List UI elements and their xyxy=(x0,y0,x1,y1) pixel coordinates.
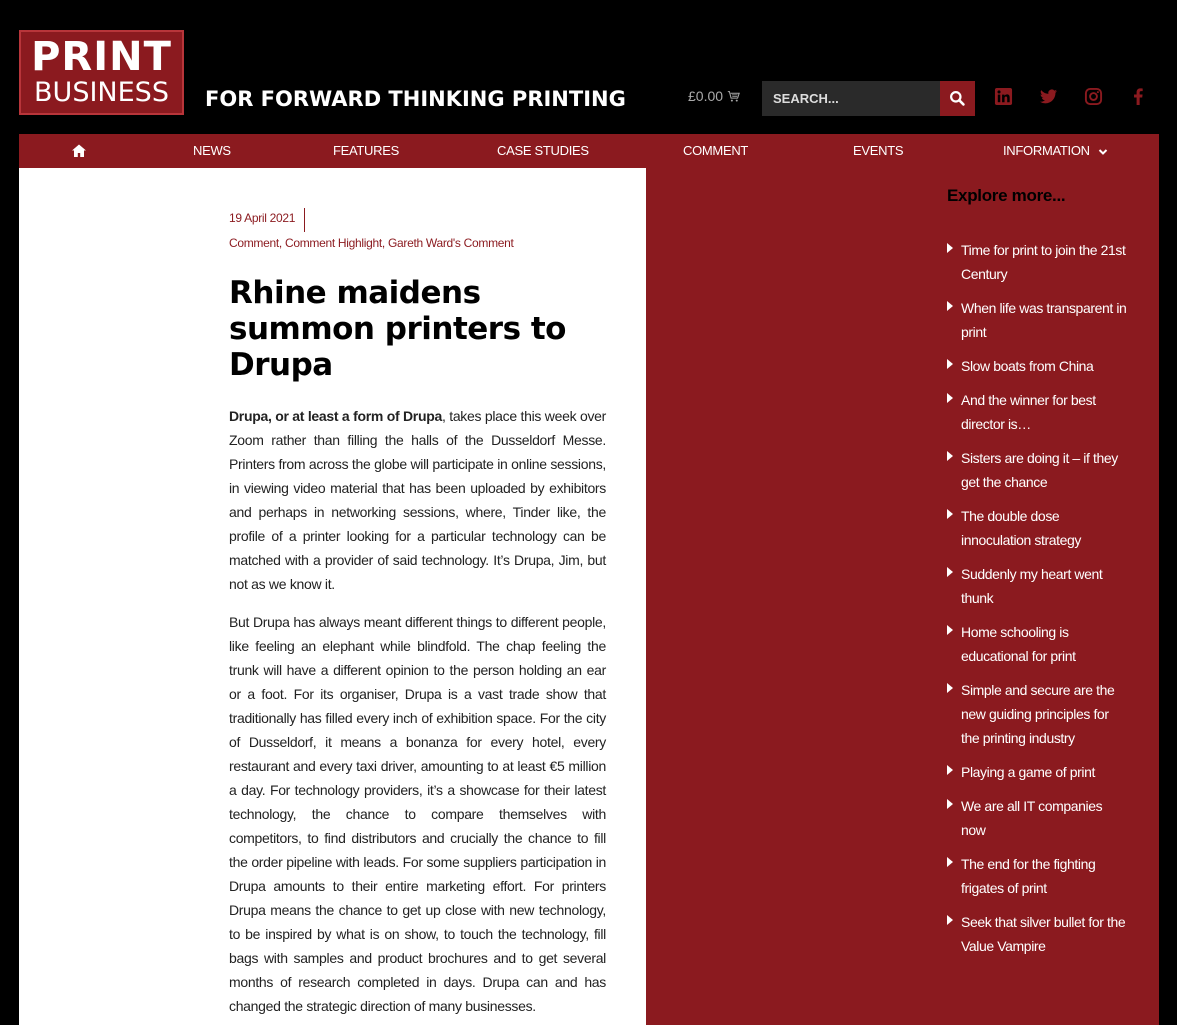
nav-case-studies[interactable]: CASE STUDIES xyxy=(497,143,589,158)
nav-information-label: INFORMATION xyxy=(1003,143,1090,158)
sidebar-link-label: Sisters are doing it – if they get the chance xyxy=(961,450,1118,490)
article-paragraph xyxy=(229,404,606,596)
chevron-down-icon xyxy=(1098,147,1108,157)
facebook-link[interactable] xyxy=(1128,86,1148,106)
logo-line-business: BUSINESS xyxy=(34,77,169,108)
search-button[interactable] xyxy=(940,81,975,116)
twitter-icon xyxy=(1039,87,1058,106)
sidebar-link[interactable] xyxy=(945,760,1130,784)
sidebar-link[interactable] xyxy=(945,504,1130,552)
triangle-right-icon xyxy=(947,799,953,809)
sidebar-link[interactable] xyxy=(945,620,1130,668)
triangle-right-icon xyxy=(947,359,953,369)
article-title: Rhine maidens summon printers to Drupa xyxy=(229,275,566,383)
cart-total: £0.00 xyxy=(688,88,724,104)
triangle-right-icon xyxy=(947,915,953,925)
sidebar-link[interactable] xyxy=(945,678,1130,750)
sidebar-link-label: When life was transparent in print xyxy=(961,300,1127,340)
linkedin-icon xyxy=(994,87,1013,106)
article-body xyxy=(229,404,606,1025)
article-date: 19 April 2021 xyxy=(229,211,296,225)
cart-icon xyxy=(727,90,740,103)
main-nav xyxy=(19,134,1159,168)
home-icon[interactable] xyxy=(71,143,87,159)
nav-comment[interactable]: COMMENT xyxy=(683,143,749,158)
triangle-right-icon xyxy=(947,857,953,867)
article-categories[interactable]: Comment, Comment Highlight, Gareth Ward's Comment xyxy=(229,236,514,250)
nav-events[interactable]: EVENTS xyxy=(853,143,904,158)
sidebar-link[interactable] xyxy=(945,794,1130,842)
article-paragraph: But Drupa has always meant different things to different people, like feeling an elephant while blindfold. The chap feeling the trunk will have a different opinion to the person holding an ear or a foot. For its organiser, Drupa is a vast trade show that traditionally has filled every inch of exhibition space. For the city of Dusseldorf, it means a bonanza for every hotel, every restaurant and every taxi driver, amounting to at least €5 million a day. For technology providers, it’s a showcase for their latest technology, the chance to compare themselves with competitors, to find distributors and crucially the chance to fill the order pipeline with leads. For some suppliers participation in Drupa amounts to their entire marketing effort. For printers Drupa means the chance to get up close with new technology, to be inspired by what is on show, to touch the technology, fill bags with samples and product brochures and to get several months of research completed in days. Drupa can and has changed the strategic direction of many businesses. xyxy=(229,614,606,1014)
article xyxy=(19,168,646,1025)
instagram-icon xyxy=(1084,87,1103,106)
sidebar-link-label: Playing a game of print xyxy=(961,764,1095,780)
instagram-link[interactable] xyxy=(1083,86,1103,106)
site-logo[interactable] xyxy=(19,30,184,115)
sidebar-link[interactable] xyxy=(945,910,1130,958)
meta-divider xyxy=(304,208,305,232)
twitter-link[interactable] xyxy=(1038,86,1058,106)
cart-link[interactable] xyxy=(688,88,740,104)
sidebar-link-label: And the winner for best director is… xyxy=(961,392,1096,432)
sidebar-link[interactable] xyxy=(945,852,1130,900)
triangle-right-icon xyxy=(947,393,953,403)
sidebar-link[interactable] xyxy=(945,562,1130,610)
sidebar-link-label: Home schooling is educational for print xyxy=(961,624,1076,664)
search-icon xyxy=(949,90,966,107)
triangle-right-icon xyxy=(947,243,953,253)
triangle-right-icon xyxy=(947,451,953,461)
sidebar-link-label: Time for print to join the 21st Century xyxy=(961,242,1126,282)
triangle-right-icon xyxy=(947,625,953,635)
explore-heading: Explore more... xyxy=(947,186,1066,205)
lead-rest: , takes place this week over Zoom rather than filling the halls of the Dusseldorf Messe. Printers from across the globe will participate in online sessions, in viewing video material that has been uploaded by exhibitors and perhaps in networking sessions, where, Tinder like, the profile of a printer looking for a particular technology can be matched with a provider of said technology. It’s Drupa, Jim, but not as we know it. xyxy=(229,408,606,592)
sidebar-link-label: We are all IT companies now xyxy=(961,798,1103,838)
lead-bold: Drupa, or at least a form of Drupa xyxy=(229,408,442,424)
sidebar-link[interactable] xyxy=(945,446,1130,494)
triangle-right-icon xyxy=(947,567,953,577)
triangle-right-icon xyxy=(947,301,953,311)
sidebar-link-label: The double dose innoculation strategy xyxy=(961,508,1082,548)
logo-line-print: PRINT xyxy=(31,34,172,80)
search-input[interactable] xyxy=(762,81,940,116)
triangle-right-icon xyxy=(947,765,953,775)
linkedin-link[interactable] xyxy=(993,86,1013,106)
nav-news[interactable]: NEWS xyxy=(193,143,231,158)
triangle-right-icon xyxy=(947,683,953,693)
site-tagline: FOR FORWARD THINKING PRINTING xyxy=(205,87,626,111)
nav-information[interactable] xyxy=(1003,134,1108,168)
sidebar-link[interactable] xyxy=(945,388,1130,436)
nav-features[interactable]: FEATURES xyxy=(333,143,399,158)
triangle-right-icon xyxy=(947,509,953,519)
sidebar-link-label: Seek that silver bullet for the Value Vampire xyxy=(961,914,1126,954)
explore-links xyxy=(945,238,1130,968)
sidebar-link[interactable] xyxy=(945,238,1130,286)
sidebar-link-label: The end for the fighting frigates of print xyxy=(961,856,1096,896)
sidebar-link[interactable] xyxy=(945,296,1130,344)
sidebar-link-label: Slow boats from China xyxy=(961,358,1094,374)
sidebar-link-label: Suddenly my heart went thunk xyxy=(961,566,1103,606)
sidebar xyxy=(646,168,1159,1025)
sidebar-link-label: Simple and secure are the new guiding principles for the printing industry xyxy=(961,682,1115,746)
facebook-icon xyxy=(1129,87,1148,106)
search-form xyxy=(762,81,975,116)
sidebar-link[interactable] xyxy=(945,354,1130,378)
